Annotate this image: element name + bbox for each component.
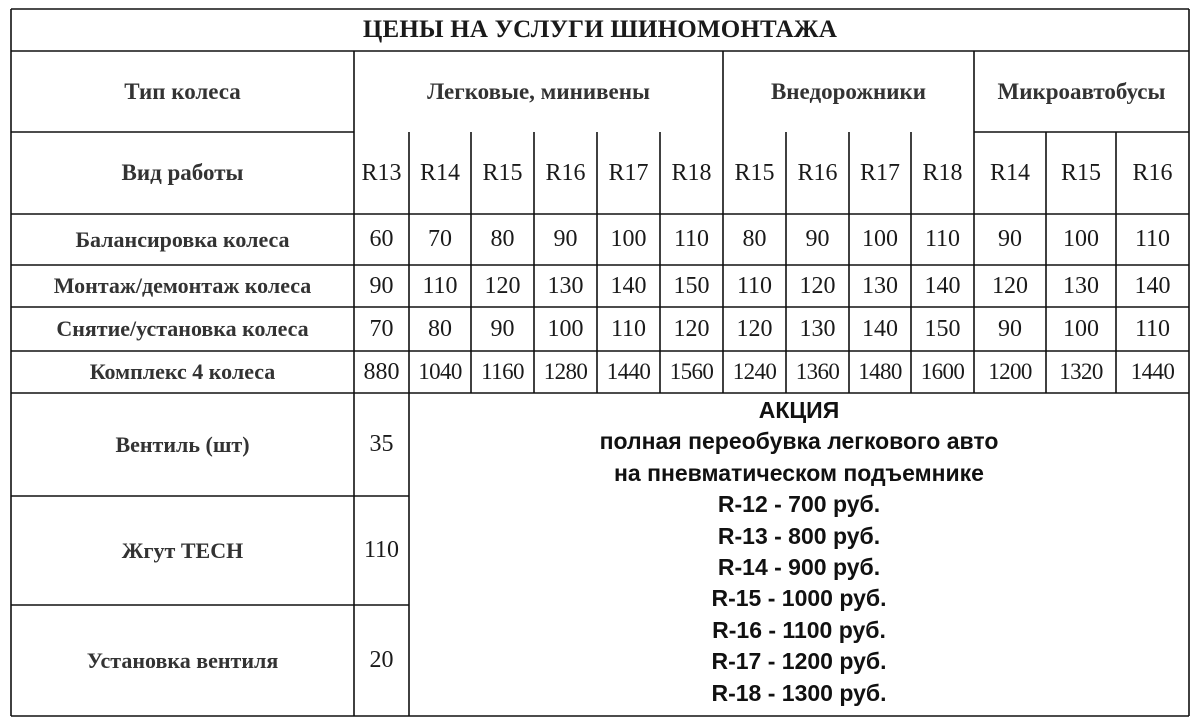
price-cell: 150 [924, 315, 961, 342]
promo-price: R-15 - 1000 руб. [711, 585, 887, 612]
price-cell: 130 [1063, 272, 1099, 299]
group-header-suv: Внедорожники [770, 78, 927, 104]
price-cell: 80 [490, 226, 515, 252]
extra-item-price: 110 [363, 537, 400, 563]
price-cell: 1280 [543, 359, 588, 384]
extra-item-label: Жгут TECH [121, 537, 244, 563]
extra-item-price: 20 [369, 647, 394, 673]
promo-price: R-14 - 900 руб. [717, 554, 881, 581]
price-cell: 130 [547, 272, 584, 299]
price-cell: 1600 [920, 359, 965, 384]
price-cell: 1160 [481, 359, 524, 384]
price-cell: 1200 [988, 359, 1032, 384]
group-header-cars: Легковые, минивены [427, 78, 650, 104]
price-cell: 130 [799, 315, 836, 342]
price-cell: 100 [610, 226, 647, 252]
service-label: Монтаж/демонтаж колеса [53, 273, 312, 298]
price-cell: 1040 [418, 359, 462, 384]
price-cell: 70 [428, 226, 452, 252]
price-cell: 100 [547, 315, 584, 342]
price-cell: 60 [369, 226, 394, 252]
price-cell: 100 [1063, 226, 1099, 252]
size-header: R17 [859, 159, 900, 186]
promo-text: на пневматическом подъемнике [614, 459, 984, 486]
price-cell: 140 [862, 315, 898, 342]
service-label: Комплекс 4 колеса [89, 359, 276, 384]
price-cell: 1560 [669, 359, 714, 384]
price-cell: 110 [1134, 315, 1171, 342]
price-cell: 1440 [1130, 359, 1175, 384]
price-cell: 100 [1063, 315, 1099, 342]
price-cell: 1480 [858, 359, 902, 384]
promo-heading: АКЦИЯ [758, 397, 840, 423]
table-title: ЦЕНЫ НА УСЛУГИ ШИНОМОНТАЖА [362, 16, 838, 43]
price-cell: 140 [924, 272, 961, 299]
price-table [11, 9, 1189, 716]
price-cell: 110 [1134, 226, 1171, 252]
size-header: R16 [545, 159, 586, 186]
extra-item-price: 35 [369, 431, 394, 457]
promo-price: R-12 - 700 руб. [717, 491, 881, 518]
price-cell: 110 [610, 315, 647, 342]
price-cell: 130 [862, 272, 898, 299]
service-label: Балансировка колеса [75, 226, 290, 252]
price-cell: 90 [998, 315, 1022, 342]
price-cell: 1440 [606, 359, 651, 384]
price-cell: 110 [924, 226, 961, 252]
price-cell: 120 [736, 315, 773, 342]
size-header: R16 [1132, 159, 1173, 186]
size-header: R15 [734, 159, 775, 186]
price-cell: 90 [553, 226, 578, 252]
price-cell: 120 [799, 272, 836, 299]
size-header: R18 [922, 159, 963, 186]
price-cell: 110 [673, 226, 710, 252]
wheel-type-header: Тип колеса [124, 78, 241, 104]
extra-item-label: Установка вентиля [86, 647, 279, 673]
price-cell: 1240 [732, 359, 777, 384]
price-cell: 90 [490, 315, 515, 342]
price-cell: 80 [428, 315, 452, 342]
size-header: R15 [1060, 159, 1101, 186]
work-type-header: Вид работы [121, 160, 244, 185]
price-cell: 100 [862, 226, 898, 252]
size-header: R14 [419, 159, 460, 186]
promo-block [409, 393, 1189, 716]
promo-text: полная переобувка легкового авто [599, 428, 999, 455]
price-cell: 140 [1134, 272, 1171, 299]
price-cell: 80 [742, 226, 767, 252]
price-cell: 1360 [795, 359, 840, 384]
group-header-minibus: Микроавтобусы [997, 78, 1166, 104]
promo-price: R-13 - 800 руб. [717, 522, 881, 549]
size-header: R15 [482, 159, 523, 186]
price-cell: 110 [736, 272, 773, 299]
size-header: R18 [671, 159, 712, 186]
price-cell: 880 [363, 358, 400, 385]
promo-price: R-17 - 1200 руб. [711, 648, 887, 675]
price-cell: 70 [369, 315, 394, 342]
price-cell: 140 [610, 272, 647, 299]
size-header: R13 [361, 159, 402, 186]
service-label: Снятие/установка колеса [56, 316, 309, 341]
price-cell: 110 [422, 272, 458, 299]
size-header: R16 [797, 159, 838, 186]
price-cell: 120 [992, 272, 1028, 299]
price-cell: 1320 [1059, 359, 1103, 384]
price-cell: 120 [673, 315, 710, 342]
price-cell: 150 [673, 272, 710, 299]
size-header: R17 [608, 159, 649, 186]
price-cell: 90 [998, 226, 1022, 252]
size-header: R14 [989, 159, 1030, 186]
promo-price: R-18 - 1300 руб. [711, 679, 887, 706]
price-cell: 90 [369, 272, 394, 299]
price-cell: 90 [805, 226, 830, 252]
extra-item-label: Вентиль (шт) [115, 431, 250, 457]
price-cell: 120 [484, 272, 521, 299]
promo-price: R-16 - 1100 руб. [712, 616, 886, 643]
